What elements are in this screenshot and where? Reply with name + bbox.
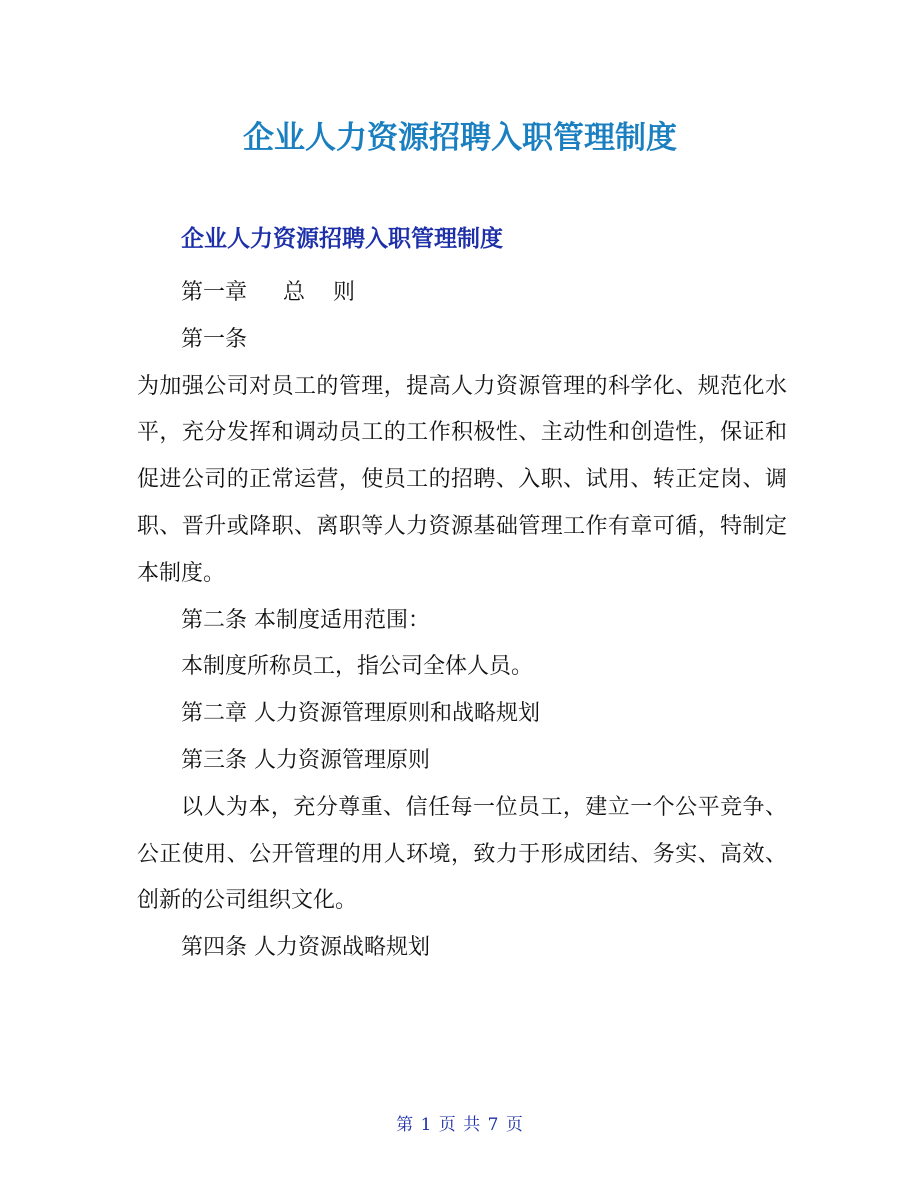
paragraph: 为加强公司对员工的管理，提高人力资源管理的科学化、规范化水平，充分发挥和调动员工的工作积极性、主动性和创造性，保证和促进公司的正常运营，使员工的招聘、入职、试用、转正定岗、调职、晋升或降职、离职等人力资源基础管理工作有章可循，特制定本制度。 (137, 373, 787, 586)
document-title: 企业人力资源招聘入职管理制度 (243, 120, 677, 156)
article-heading: 第三条 人力资源管理原则 (181, 747, 430, 773)
chapter-title-word: 则 (333, 280, 356, 305)
chapter-heading (137, 270, 787, 317)
chapter-label: 第一章 (181, 280, 248, 305)
article-heading: 第一条 (181, 326, 248, 352)
document-body (137, 270, 787, 972)
document-subtitle: 企业人力资源招聘入职管理制度 (181, 226, 503, 252)
article-heading: 第二条 本制度适用范围： (181, 607, 430, 633)
chapter-heading: 第二章 人力资源管理原则和战略规划 (181, 701, 540, 727)
paragraph: 本制度所称员工，指公司全体人员。 (181, 654, 534, 680)
article-heading: 第四条 人力资源战略规划 (181, 935, 430, 961)
page-number: 第 1 页 共 7 页 (396, 1115, 524, 1135)
paragraph: 以人为本，充分尊重、信任每一位员工，建立一个公平竞争、公正使用、公开管理的用人环境，致力于形成团结、务实、高效、创新的公司组织文化。 (137, 794, 787, 914)
chapter-title-word: 总 (283, 280, 306, 305)
